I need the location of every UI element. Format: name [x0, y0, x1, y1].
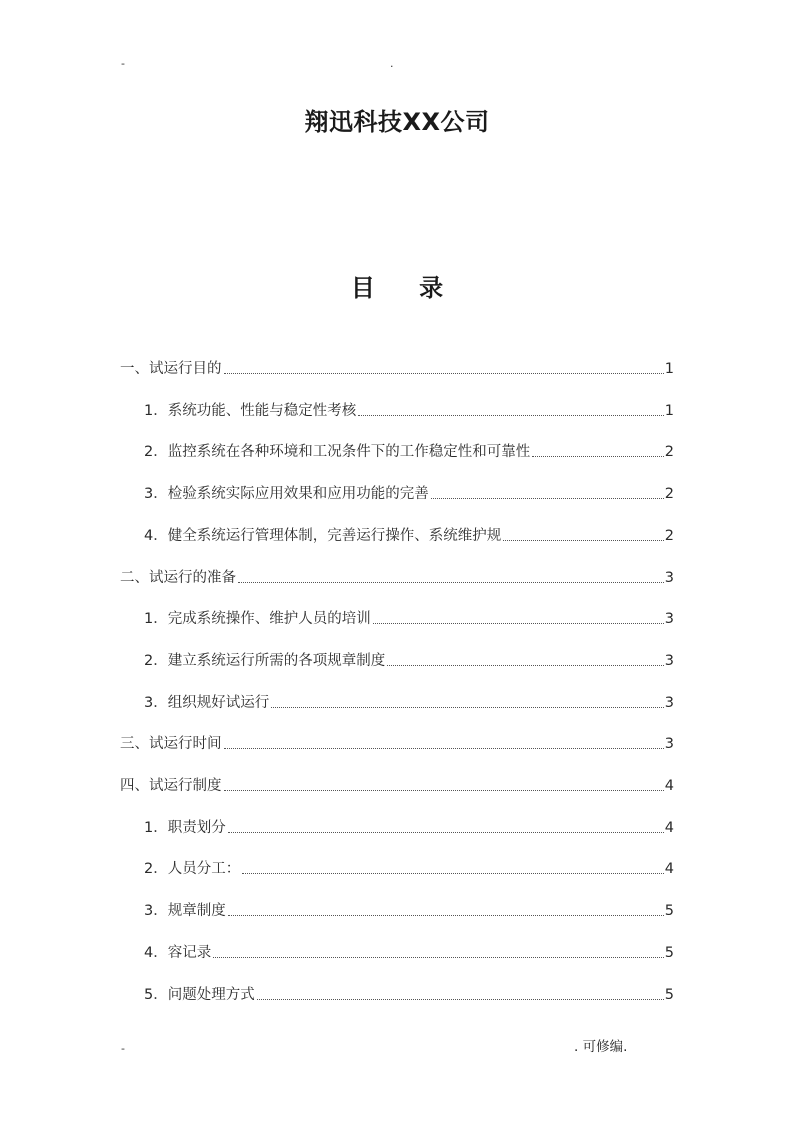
toc-entry-text: 4．健全系统运行管理体制，完善运行操作、系统维护规 [144, 527, 502, 544]
footer-left-mark: - [121, 1042, 125, 1055]
toc-entry[interactable] [144, 891, 674, 921]
toc-dot-leader [228, 915, 664, 916]
toc-entry[interactable] [120, 724, 674, 754]
toc-entry-text: 3．规章制度 [144, 903, 226, 920]
toc-dot-leader [242, 873, 664, 874]
toc-entry-text: 2．监控系统在各种环境和工况条件下的工作稳定性和可靠性 [144, 444, 531, 461]
toc-entry[interactable] [144, 391, 674, 421]
toc-dot-leader [228, 832, 664, 833]
toc-page-number: 5 [664, 944, 674, 961]
toc-page-number: 4 [664, 819, 674, 836]
toc-page-number: 3 [664, 569, 674, 586]
company-title: 翔迅科技XX公司 [304, 108, 490, 136]
toc-entry-text: 三、试运行时间 [120, 736, 222, 753]
toc-dot-leader [387, 665, 664, 666]
toc-dot-leader [373, 623, 664, 624]
toc-title: 目 录 [350, 274, 462, 302]
toc-page-number: 4 [664, 861, 674, 878]
toc-dot-leader [238, 582, 664, 583]
toc-page-number: 1 [664, 402, 674, 419]
toc-entry-text: 3．检验系统实际应用效果和应用功能的完善 [144, 486, 429, 503]
toc-entry-text: 5．问题处理方式 [144, 986, 255, 1003]
toc-dot-leader [532, 456, 664, 457]
toc-entry[interactable] [120, 558, 674, 588]
toc-entry[interactable] [144, 432, 674, 462]
toc-entry[interactable] [144, 849, 674, 879]
toc-entry-text: 2．人员分工： [144, 861, 241, 878]
toc-entry[interactable] [144, 933, 674, 963]
toc-dot-leader [503, 540, 664, 541]
toc-entry-text: 3．组织规好试运行 [144, 694, 270, 711]
toc-entry[interactable] [144, 599, 674, 629]
toc-entry-text: 二、试运行的准备 [120, 569, 236, 586]
header-center-mark: . [390, 57, 394, 70]
toc-page-number: 1 [664, 361, 674, 377]
toc-page-number: 2 [664, 444, 674, 461]
toc-entry-text: 1．职责划分 [144, 819, 226, 836]
toc-page-number: 3 [664, 694, 674, 711]
toc-page-number: 3 [664, 611, 674, 628]
footer-note: . 可修编. [574, 1039, 628, 1055]
toc-entry-text: 四、试运行制度 [120, 778, 222, 794]
toc-dot-leader [431, 498, 664, 499]
toc-entry[interactable] [120, 349, 674, 379]
toc-entry-text: 4．容记录 [144, 944, 212, 961]
toc-entry-text: 一、试运行目的 [120, 361, 222, 377]
toc-page-number: 2 [664, 486, 674, 503]
toc-page-number: 2 [664, 527, 674, 544]
toc-entry[interactable] [120, 766, 674, 796]
toc-dot-leader [224, 790, 664, 791]
toc-dot-leader [257, 999, 664, 1000]
toc-page-number: 3 [664, 652, 674, 669]
toc-entry[interactable] [144, 808, 674, 838]
toc-dot-leader [224, 373, 664, 374]
toc-page-number: 5 [664, 986, 674, 1003]
toc-entry[interactable] [144, 641, 674, 671]
toc-page-number: 5 [664, 903, 674, 920]
toc-dot-leader [271, 707, 664, 708]
toc-dot-leader [213, 957, 664, 958]
toc-entry-text: 1．完成系统操作、维护人员的培训 [144, 611, 371, 628]
toc-entry[interactable] [144, 683, 674, 713]
toc-page-number: 4 [664, 778, 674, 794]
toc-entry[interactable] [144, 975, 674, 1005]
toc-dot-leader [358, 415, 664, 416]
toc-dot-leader [224, 748, 664, 749]
toc-entry-text: 2．建立系统运行所需的各项规章制度 [144, 652, 386, 669]
toc-page-number: 3 [664, 736, 674, 753]
header-left-mark: - [121, 57, 125, 70]
toc-entry[interactable] [144, 516, 674, 546]
toc-entry-text: 1．系统功能、性能与稳定性考核 [144, 402, 357, 419]
toc-entry[interactable] [144, 474, 674, 504]
